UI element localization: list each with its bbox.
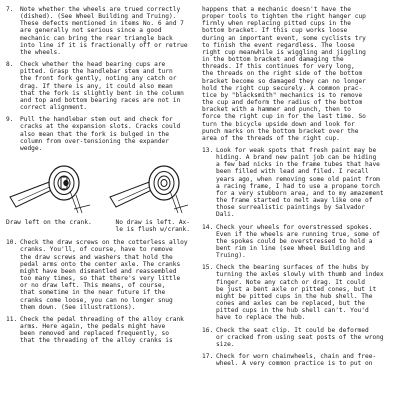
item-number: 17. xyxy=(202,353,214,361)
item-text: Check for worn chainwheels, chain and free- wheel. A very common practice is to put on xyxy=(216,353,377,368)
item-text: Look for weak spots that fresh paint may be hiding. A brand new paint job can be hiding a few bad nicks in the frame tubes that have been filled with lead and filed. I recall years ago, when removing some old paint from a racing frame, I had to use a propane torch for a very stubborn area, and to my amazement the frame started to melt away like one of those surrealistic paintings by Salvador Dali. xyxy=(216,146,384,219)
list-item xyxy=(202,327,394,348)
item-text: Check the pedal threading of the alloy crank arms. Here again, the pedals might have been removed and replaced frequently, so that the threading of the alloy cranks is xyxy=(20,315,184,345)
list-item xyxy=(202,264,394,321)
continued-paragraph: happens that a mechanic doesn't have the proper tools to tighten the right hanger cup firmly when replacing pitted cups in the bottom bracket. If this cup works loose during an important event, some cyclists try to finish the event regardless. The loose right cup meanwhile is wiggling and jiggling in the bottom bracket and damaging the threads. If this continues for very long, the threads on the right side of the bottom bracket become so damaged they can no longer hold the right cup securely. A common prac- tice by "blacksmith" mechanics is to remove the cup and deform the radius of the bottom bracket with a hammer and punch, then to force the right cup in for the last time. So turn the bicycle upside down and look for punch marks on the bottom bracket over the area of the threads of the right cup. xyxy=(202,6,366,142)
item-number: 8. xyxy=(6,61,14,69)
list-item xyxy=(6,239,190,311)
list-item xyxy=(202,353,394,367)
figure-captions xyxy=(6,219,190,233)
list-item xyxy=(202,147,394,219)
item-number: 7. xyxy=(6,6,14,13)
caption-left: Draw left on the crank. xyxy=(6,218,92,226)
right-column xyxy=(202,6,394,372)
crank-flush-drawing xyxy=(110,166,188,213)
item-text: Check the draw screws on the cotterless alloy cranks. You'll, of course, have to remove the draw screws and washers that hold the pedal arms onto the center axle. The cranks might have been dismantled and reassembled too many times, so that there's very little or no draw left. This means, of course, that sometime in the near future if the cranks come loose, you can no longer snug them down. (See illustrations). xyxy=(20,239,188,311)
item-text: Note whether the wheels are trued correctly (dished). (See Wheel Building and Truing). These defects mentioned in items No. 6 and 7 are generally not serious since a good mechanic can bring the rear triangle back into line if it is fractionally off or retrue the wheels. xyxy=(20,6,188,56)
list-item xyxy=(6,61,190,111)
item-number: 15. xyxy=(202,264,214,272)
item-number: 9. xyxy=(6,116,14,124)
item-text: Check your wheels for overstressed spokes. Even if the wheels are running true, some of the spokes could be overstressed to hold a bent rim in line (see Wheel Building and Truing). xyxy=(216,223,380,260)
item-number: 16. xyxy=(202,326,214,334)
caption-right: No draw is left. Ax- le is flush w/crank. xyxy=(115,218,190,234)
item-text: Check the bearing surfaces of the hubs by turning the axles slowly with thumb and index finger. Note any catch or drag. It could be just a bent axle or pitted cones, but it might be pitted cups in the hub shell. The cones and axles can be replaced, but the pitted cups in the hub shell can't. You'd have to replace the hub. xyxy=(216,264,384,322)
list-item xyxy=(6,6,190,56)
item-number: 10. xyxy=(6,239,18,247)
item-number: 11. xyxy=(6,315,18,323)
list-item xyxy=(6,316,190,345)
list-item xyxy=(6,116,190,152)
left-column xyxy=(6,6,190,349)
item-number: 13. xyxy=(202,146,214,154)
crank-with-draw-drawing xyxy=(10,166,90,213)
list-item xyxy=(202,224,394,260)
crank-drawings-svg xyxy=(6,157,190,219)
item-text: Pull the handlebar stem out and check for cracks at the expansion slots. Cracks could also mean that the fork is bulged in the column from over-tensioning the expander wedge. xyxy=(20,116,181,152)
item-number: 14. xyxy=(202,223,214,231)
crank-illustrations xyxy=(6,157,190,219)
item-text: Check whether the head bearing cups are pitted. Grasp the handlebar stem and turn the front fork gently, noting any catch or drag. If there is any, it could also mean that the fork is slightly bent in the column and top and bottom bearing races are not in correct alignment. xyxy=(20,61,184,112)
item-text: Check the seat clip. It could be deformed or cracked from using seat posts of the wrong size. xyxy=(216,326,384,348)
